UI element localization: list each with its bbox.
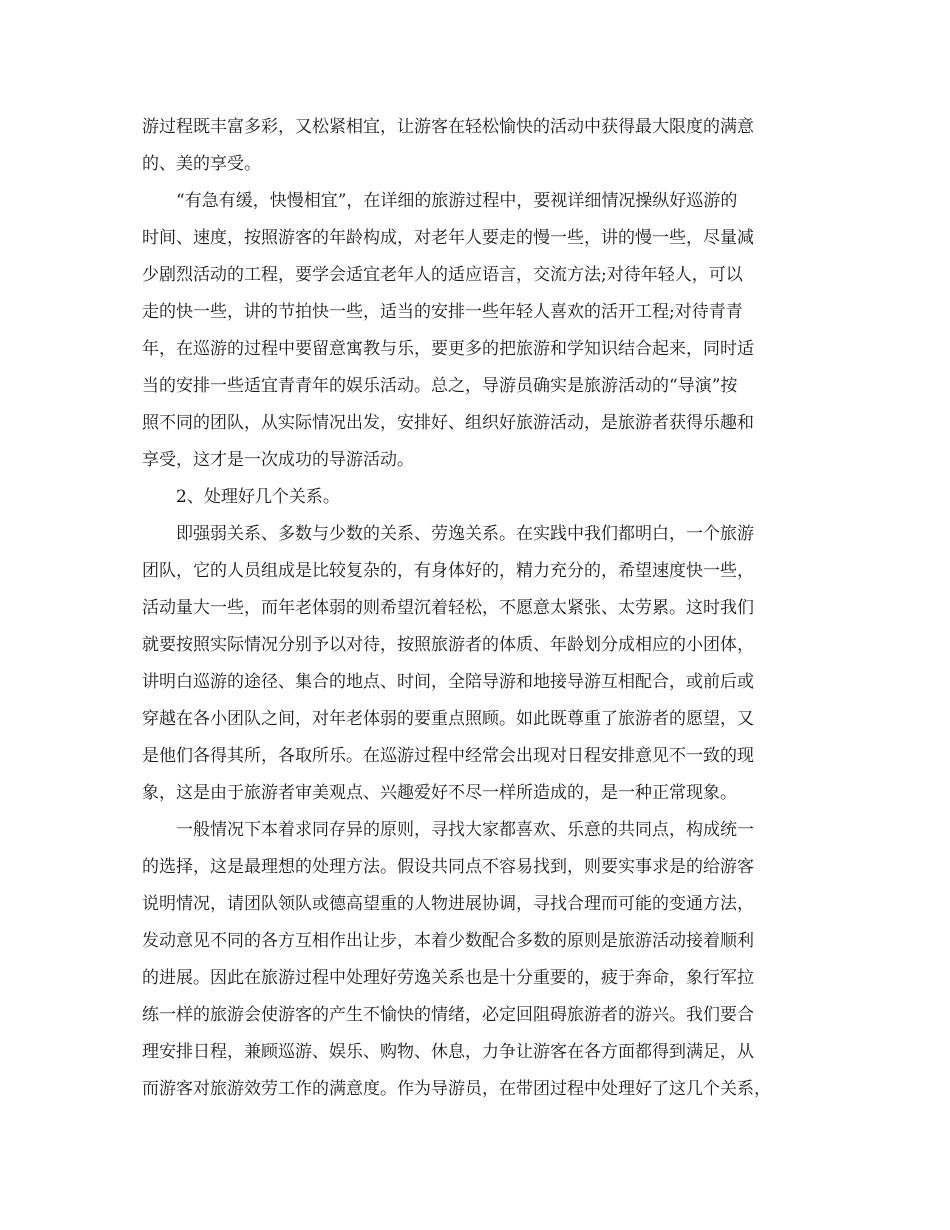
text-line: 是他们各得其所，各取所乐。在巡游过程中经常会出现对日程安排意见不一致的现 bbox=[142, 746, 754, 766]
text-line: “有急有缓，快慢相宜”，在详细的旅游过程中，要视详细情况操纵好巡游的 bbox=[176, 191, 738, 211]
text-line: 年，在巡游的过程中要留意寓教与乐，要更多的把旅游和学知识结合起来，同时适 bbox=[142, 339, 754, 359]
text-line: 的进展。因此在旅游过程中处理好劳逸关系也是十分重要的，疲于奔命，象行军拉 bbox=[142, 968, 754, 988]
text-line: 即强弱关系、多数与少数的关系、劳逸关系。在实践中我们都明白，一个旅游 bbox=[176, 524, 754, 544]
text-line: 讲明白巡游的途径、集合的地点、时间，全陪导游和地接导游互相配合，或前后或 bbox=[142, 672, 754, 692]
text-line: 穿越在各小团队之间，对年老体弱的要重点照顾。如此既尊重了旅游者的愿望，又 bbox=[142, 709, 754, 729]
text-line: 当的安排一些适宜青青年的娱乐活动。总之，导游员确实是旅游活动的“导演”按 bbox=[142, 376, 738, 396]
text-line: 活动量大一些，而年老体弱的则希望沉着轻松，不愿意太紧张、太劳累。这时我们 bbox=[142, 598, 754, 618]
text-line: 练一样的旅游会使游客的产生不愉快的情绪，必定回阻碍旅游者的游兴。我们要合 bbox=[142, 1005, 754, 1025]
text-line: 发动意见不同的各方互相作出让步，本着少数配合多数的原则是旅游活动接着顺利 bbox=[142, 931, 754, 951]
text-line: 理安排日程，兼顾巡游、娱乐、购物、休息，力争让游客在各方面都得到满足，从 bbox=[142, 1042, 754, 1062]
document-body bbox=[142, 109, 822, 1108]
text-line: 2、处理好几个关系。 bbox=[176, 487, 340, 507]
text-line: 说明情况，请团队领队或德高望重的人物进展协调，寻找合理而可能的变通方法， bbox=[142, 894, 754, 914]
text-line: 享受，这才是一次成功的导游活动。 bbox=[142, 450, 414, 470]
text-line: 团队，它的人员组成是比较复杂的，有身体好的，精力充分的，希望速度快一些， bbox=[142, 561, 754, 581]
text-line: 就要按照实际情况分别予以对待，按照旅游者的体质、年龄划分成相应的小团体， bbox=[142, 635, 754, 655]
text-line: 游过程既丰富多彩，又松紧相宜，让游客在轻松愉快的活动中获得最大限度的满意 bbox=[142, 117, 754, 137]
text-line: 照不同的团队，从实际情况出发，安排好、组织好旅游活动，是旅游者获得乐趣和 bbox=[142, 413, 754, 433]
text-line: 的、美的享受。 bbox=[142, 154, 261, 174]
text-line: 的选择，这是最理想的处理方法。假设共同点不容易找到，则要实事求是的给游客 bbox=[142, 857, 754, 877]
text-line: 少剧烈活动的工程，要学会适宜老年人的适应语言，交流方法;对待年轻人，可以 bbox=[142, 265, 743, 285]
text-line: 一般情况下本着求同存异的原则，寻找大家都喜欢、乐意的共同点，构成统一 bbox=[176, 820, 754, 840]
text-line: 时间、速度，按照游客的年龄构成，对老年人要走的慢一些，讲的慢一些，尽量减 bbox=[142, 228, 754, 248]
text-line: 而游客对旅游效劳工作的满意度。作为导游员，在带团过程中处理好了这几个关系， bbox=[142, 1079, 771, 1099]
text-line: 走的快一些，讲的节拍快一些，适当的安排一些年轻人喜欢的活开工程;对待青青 bbox=[142, 302, 743, 322]
text-line: 象，这是由于旅游者审美观点、兴趣爱好不尽一样所造成的，是一种正常现象。 bbox=[142, 783, 737, 803]
